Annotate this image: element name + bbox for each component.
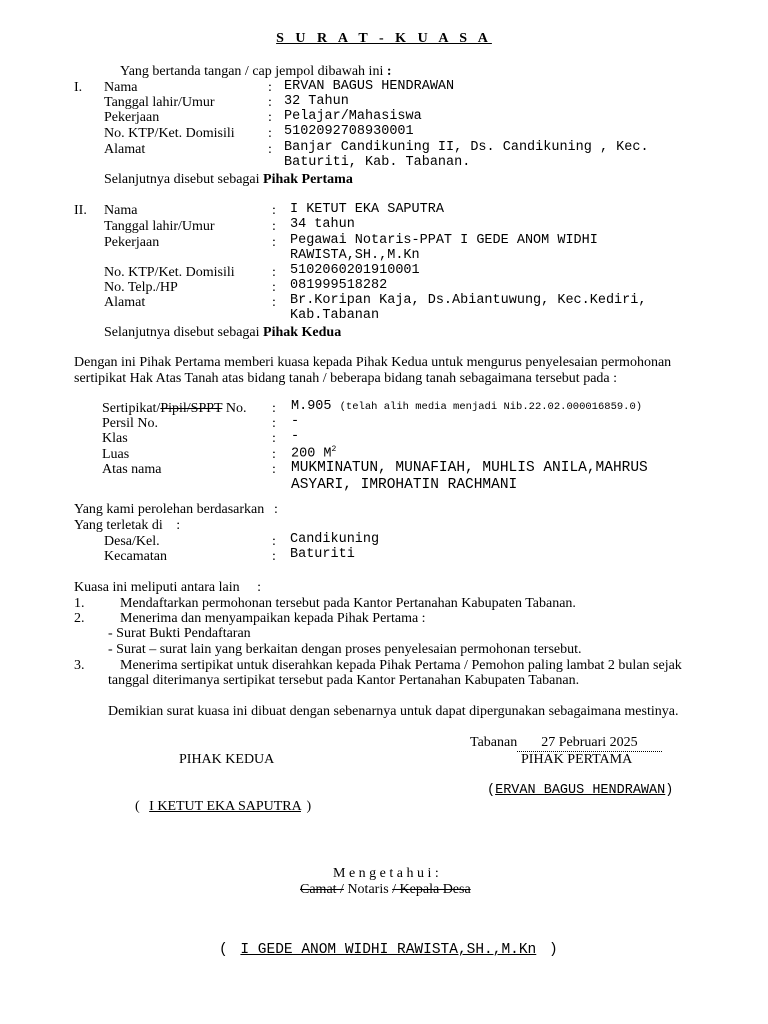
party1-job-label: Pekerjaan (104, 110, 160, 125)
party2-ktp-colon: : (272, 265, 276, 280)
party2-address-label: Alamat (104, 295, 146, 310)
witness-role-camat: Camat / (300, 882, 344, 897)
party1-job: Pelajar/Mahasiswa (284, 109, 422, 124)
signature-close-paren-2: ) (306, 799, 312, 814)
party1-ktp-colon: : (268, 126, 272, 141)
witness-close-paren: ) (548, 942, 558, 958)
luas-colon: : (272, 447, 276, 462)
party2-phone-label: No. Telp./HP (104, 280, 178, 295)
party1-age-label: Tanggal lahir/Umur (104, 95, 215, 110)
party2-name-label: Nama (104, 203, 138, 218)
party2-reference-prefix: Selanjutnya disebut sebagai (104, 325, 260, 340)
signature-close-paren: ) (665, 783, 674, 798)
party1-reference-prefix: Selanjutnya disebut sebagai (104, 172, 260, 187)
party1-job-colon: : (268, 110, 272, 125)
certificate-colon: : (272, 401, 276, 416)
kecamatan-label: Kecamatan (104, 549, 167, 564)
party1-name-colon: : (268, 80, 272, 95)
desa-colon: : (272, 534, 276, 549)
witness-open-paren: ( (219, 942, 228, 958)
party2-age-colon: : (272, 219, 276, 234)
document-title: S U R A T - K U A S A (276, 31, 492, 46)
party2-name-colon: : (272, 203, 276, 218)
party2-address-colon: : (272, 295, 276, 310)
scope-number-3: 3. (74, 658, 85, 673)
scope-label-text: Kuasa ini meliputi antara lain (74, 580, 240, 595)
luas-label: Luas (102, 447, 130, 462)
witness-signature (219, 942, 558, 958)
party2-numeral: II. (74, 203, 87, 218)
party1-address-line1: Banjar Candikuning II, Ds. Candikuning , Kec. (284, 140, 649, 155)
party2-phone: 081999518282 (290, 278, 388, 293)
pihak-kedua-label: PIHAK KEDUA (179, 752, 275, 767)
kecamatan-value: Baturiti (290, 547, 355, 562)
place-date (470, 735, 662, 752)
party1-ktp-label: No. KTP/Ket. Domisili (104, 126, 235, 141)
certificate-label (102, 401, 246, 417)
party2-age: 34 tahun (290, 217, 355, 232)
witness-roles (300, 882, 471, 898)
owner-line2: ASYARI, IMROHATIN RACHMANI (291, 477, 518, 493)
desa-label: Desa/Kel. (104, 534, 160, 549)
klas-value: - (291, 429, 300, 444)
scope-label (74, 580, 261, 596)
certificate-label-suffix: No. (222, 401, 247, 416)
statement-line1: Dengan ini Pihak Pertama memberi kuasa kepada Pihak Kedua untuk mengurus penyelesaian permohonan (74, 355, 672, 370)
pihak-pertama-label: PIHAK PERTAMA (521, 752, 633, 767)
signature-open-paren-2: ( (135, 799, 140, 814)
party2-job-line1: Pegawai Notaris-PPAT I GEDE ANOM WIDHI (290, 233, 598, 248)
intro-label: Yang bertanda tangan / cap jempol dibawah ini (120, 64, 384, 79)
desa-value: Candikuning (290, 532, 380, 547)
owner-label: Atas nama (102, 462, 162, 477)
party2-age-label: Tanggal lahir/Umur (104, 219, 215, 234)
certificate-note: (telah alih media menjadi Nib.22.02.000016859.0) (339, 401, 643, 413)
witness-role-kades: / Kepala Desa (392, 882, 471, 897)
party2-job-line2: RAWISTA,SH.,M.Kn (290, 248, 420, 263)
party1-age-colon: : (268, 95, 272, 110)
scope-item-3-line2: tanggal diterimanya sertipikat tersebut pada Kantor Pertanahan Kabupaten Tabanan. (108, 673, 580, 688)
party2-phone-colon: : (272, 280, 276, 295)
party2-address-line2: Kab.Tabanan (290, 308, 380, 323)
scope-item-2: Menerima dan menyampaikan kepada Pihak Pertama : (120, 611, 426, 626)
witness-label: M e n g e t a h u i : (333, 866, 439, 881)
luas-superscript: 2 (331, 445, 337, 454)
klas-label: Klas (102, 431, 128, 446)
party1-name-label: Nama (104, 80, 138, 95)
party2-name: I KETUT EKA SAPUTRA (290, 202, 444, 217)
party1-reference-name: Pihak Pertama (263, 172, 353, 187)
persil-value: - (291, 414, 300, 429)
party2-address-line1: Br.Koripan Kaja, Ds.Abiantuwung, Kec.Kediri, (290, 293, 647, 308)
party1-address-colon: : (268, 142, 272, 157)
scope-subitem-1: - Surat Bukti Pendaftaran (108, 626, 251, 641)
party1-numeral: I. (74, 80, 83, 95)
scope-subitem-2: - Surat – surat lain yang berkaitan dengan proses penyelesaian permohonan tersebut. (108, 642, 582, 657)
party1-address-label: Alamat (104, 142, 146, 157)
party1-name: ERVAN BAGUS HENDRAWAN (284, 79, 455, 94)
party2-reference-name: Pihak Kedua (263, 325, 342, 340)
scope-item-3-line1: Menerima sertipikat untuk diserahkan kepada Pihak Pertama / Pemohon paling lambat 2 bulan sejak (120, 658, 682, 673)
luas-number: 200 M (291, 446, 332, 462)
party2-job-label: Pekerjaan (104, 235, 160, 250)
scope-number-2: 2. (74, 611, 85, 626)
acquired-label: Yang kami perolehan berdasarkan (74, 502, 265, 517)
signature-first-party (487, 783, 673, 798)
closing-text: Demikian surat kuasa ini dibuat dengan sebenarnya untuk dapat dipergunakan sebagaimana mestinya. (108, 704, 679, 719)
kecamatan-colon: : (272, 549, 276, 564)
party2-reference (104, 325, 341, 341)
party1-ktp: 5102092708930001 (284, 124, 414, 139)
party2-ktp: 5102060201910001 (290, 263, 420, 278)
located-colon: : (176, 518, 181, 533)
persil-label: Persil No. (102, 416, 158, 431)
certificate-number: M.905 (291, 399, 332, 414)
signature-second-name: I KETUT EKA SAPUTRA (149, 799, 301, 814)
party2-job-colon: : (272, 235, 276, 250)
date: 27 Pebruari 2025 (517, 735, 661, 752)
witness-name: I GEDE ANOM WIDHI RAWISTA,SH.,M.Kn (240, 942, 537, 958)
persil-colon: : (272, 416, 276, 431)
intro-text (120, 64, 392, 80)
signature-first-name: ERVAN BAGUS HENDRAWAN (495, 783, 666, 798)
statement-line2: sertipikat Hak Atas Tanah atas bidang tanah / beberapa bidang tanah sebagaimana tersebut pada : (74, 371, 618, 386)
owner-line1: MUKMINATUN, MUNAFIAH, MUHLIS ANILA,MAHRUS (291, 460, 648, 476)
scope-item-1: Mendaftarkan permohonan tersebut pada Kantor Pertanahan Kabupaten Tabanan. (120, 596, 576, 611)
signature-open-paren: ( (487, 783, 496, 798)
intro-colon: : (386, 64, 392, 79)
signature-second-party (135, 799, 311, 815)
party1-address-line2: Baturiti, Kab. Tabanan. (284, 155, 471, 170)
located-label (74, 518, 180, 534)
acquired-colon: : (274, 502, 278, 517)
scope-number-1: 1. (74, 596, 85, 611)
certificate-label-prefix: Sertipikat/ (102, 401, 161, 416)
owner-colon: : (272, 462, 276, 477)
party1-reference (104, 172, 353, 188)
scope-colon: : (257, 580, 262, 595)
party2-ktp-label: No. KTP/Ket. Domisili (104, 265, 235, 280)
certificate-label-struck: Pipil/SPPT (160, 401, 223, 416)
witness-role-notaris: Notaris (343, 882, 393, 897)
place: Tabanan (470, 735, 518, 750)
located-label-text: Yang terletak di (74, 518, 163, 533)
party1-age: 32 Tahun (284, 94, 349, 109)
certificate-number-row (291, 399, 642, 414)
klas-colon: : (272, 431, 276, 446)
